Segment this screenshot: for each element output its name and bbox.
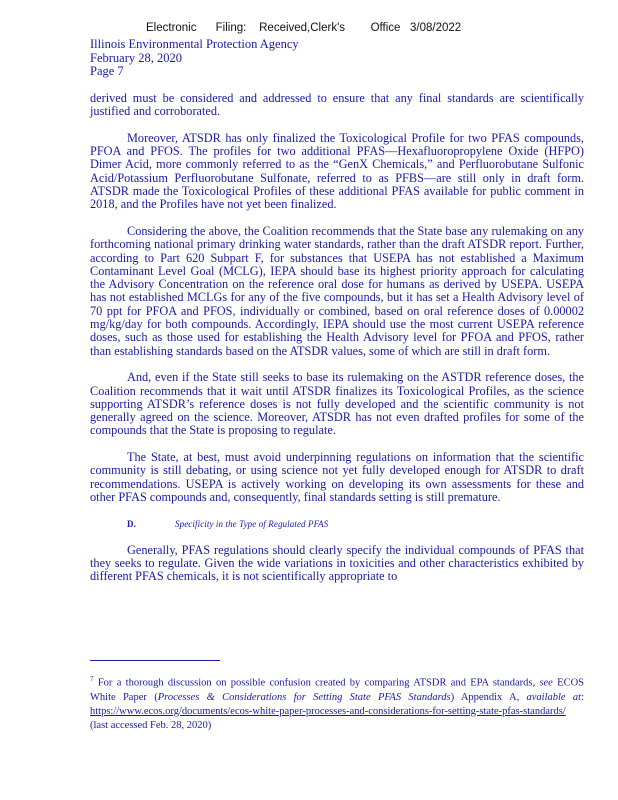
- footnote-text-c: ) Appendix A,: [450, 691, 527, 703]
- letter-date: February 28, 2020: [90, 50, 182, 65]
- footnote-see: see: [539, 677, 553, 689]
- paragraph-state-at-best: The State, at best, must avoid underpinning regulations on information that the scientific community is still debating, or using science not yet fully developed enough for ATSDR to draft recommendations. USEPA is actively working on developing its own assessments for these and other PFAS compounds and, consequently, final standards setting is still premature.: [90, 450, 584, 504]
- letter-header: [90, 38, 299, 79]
- footnote-accessed: (last accessed Feb. 28, 2020): [90, 719, 212, 731]
- paragraph-continued: derived must be considered and addressed to ensure that any final standards are scientifically justified and corroborated.: [90, 91, 584, 119]
- paragraph-generally: Generally, PFAS regulations should clearly specify the individual compounds of PFAS that they seeks to regulate. Given the wide variations in toxicities and other characteristics exhibited by different PFAS chemicals, it is not scientifically appropriate to: [90, 542, 584, 584]
- paragraph-wait-for-atsdr: And, even if the State still seeks to base its rulemaking on the ASTDR reference doses, the Coalition recommends that it wait until ATSDR finalizes its Toxicological Profiles, as the science supporting ATSDR’s reference doses is not fully developed and the scientific community is not generally agreed on the science. Moreover, ATSDR has not even drafted profiles for some of the compounds that the State is proposing to regulate.: [90, 370, 584, 438]
- footnote-number: 7: [90, 675, 94, 683]
- footnote-text-d: :: [581, 691, 584, 703]
- page-number: Page 7: [90, 64, 124, 78]
- agency-name: Illinois Environmental Protection Agency: [90, 37, 299, 51]
- footnote-7: [90, 672, 584, 733]
- footnote-available: available at: [526, 691, 582, 703]
- footnote-link[interactable]: https://www.ecos.org/documents/ecos-white-paper-processes-and-considerations-for-setting-state-pfas-standards/: [90, 705, 566, 717]
- letter-body: [90, 92, 584, 597]
- paragraph-atsdr-profiles: Moreover, ATSDR has only finalized the Toxicological Profile for two PFAS compounds, PFOA and PFOS. The profiles for two additional PFAS—Hexafluoropropylene Oxide (HFPO) Dimer Acid, more commonly referred to as the “GenX Chemicals,” and Perfluorobutane Sulfonic Acid/Potassium Perfluorobutane Sulfonate, referred to as PFBS—are still only in draft form. ATSDR made the Toxicological Profiles of these additional PFAS available for public comment in 2018, and the Profiles have not yet been finalized.: [90, 130, 584, 212]
- footnote-text-a: For a thorough discussion on possible confusion created by comparing ATSDR and EPA standards,: [97, 677, 540, 689]
- footnote-text-b: ECOS White Paper (: [90, 677, 585, 703]
- section-label: D.: [127, 518, 136, 529]
- footnote-divider: [90, 660, 220, 661]
- filing-stamp: Electronic Filing: Received,Clerk's Office 3/08/2022: [146, 22, 462, 34]
- section-title: Specificity in the Type of Regulated PFAS: [175, 518, 329, 529]
- section-heading-d: [127, 518, 584, 531]
- footnote-italic-title: Processes & Considerations for Setting State PFAS Standards: [157, 691, 451, 703]
- paragraph-coalition-recommendation: Considering the above, the Coalition recommends that the State base any rulemaking on any forthcoming national primary drinking water standards, rather than the draft ATSDR report. Further, according to Part 620 Subpart F, for substances that USEPA has not established a Maximum Contaminant Level Goal (MCLG), IEPA should base its highest priority approach for calculating the Advisory Concentration on the reference oral dose for humans as derived by USEPA. USEPA has not established MCLGs for any of the five compounds, but it has set a Health Advisory level of 70 ppt for PFOA and PFOS, individually or combined, based on oral reference doses of 0.00002 mg/kg/day for both compounds. Accordingly, IEPA should use the most current USEPA reference doses, such as those used for establishing the Health Advisory level for PFOA and PFOS, rather than establishing standards based on the ATSDR values, some of which are still in draft form.: [90, 223, 584, 358]
